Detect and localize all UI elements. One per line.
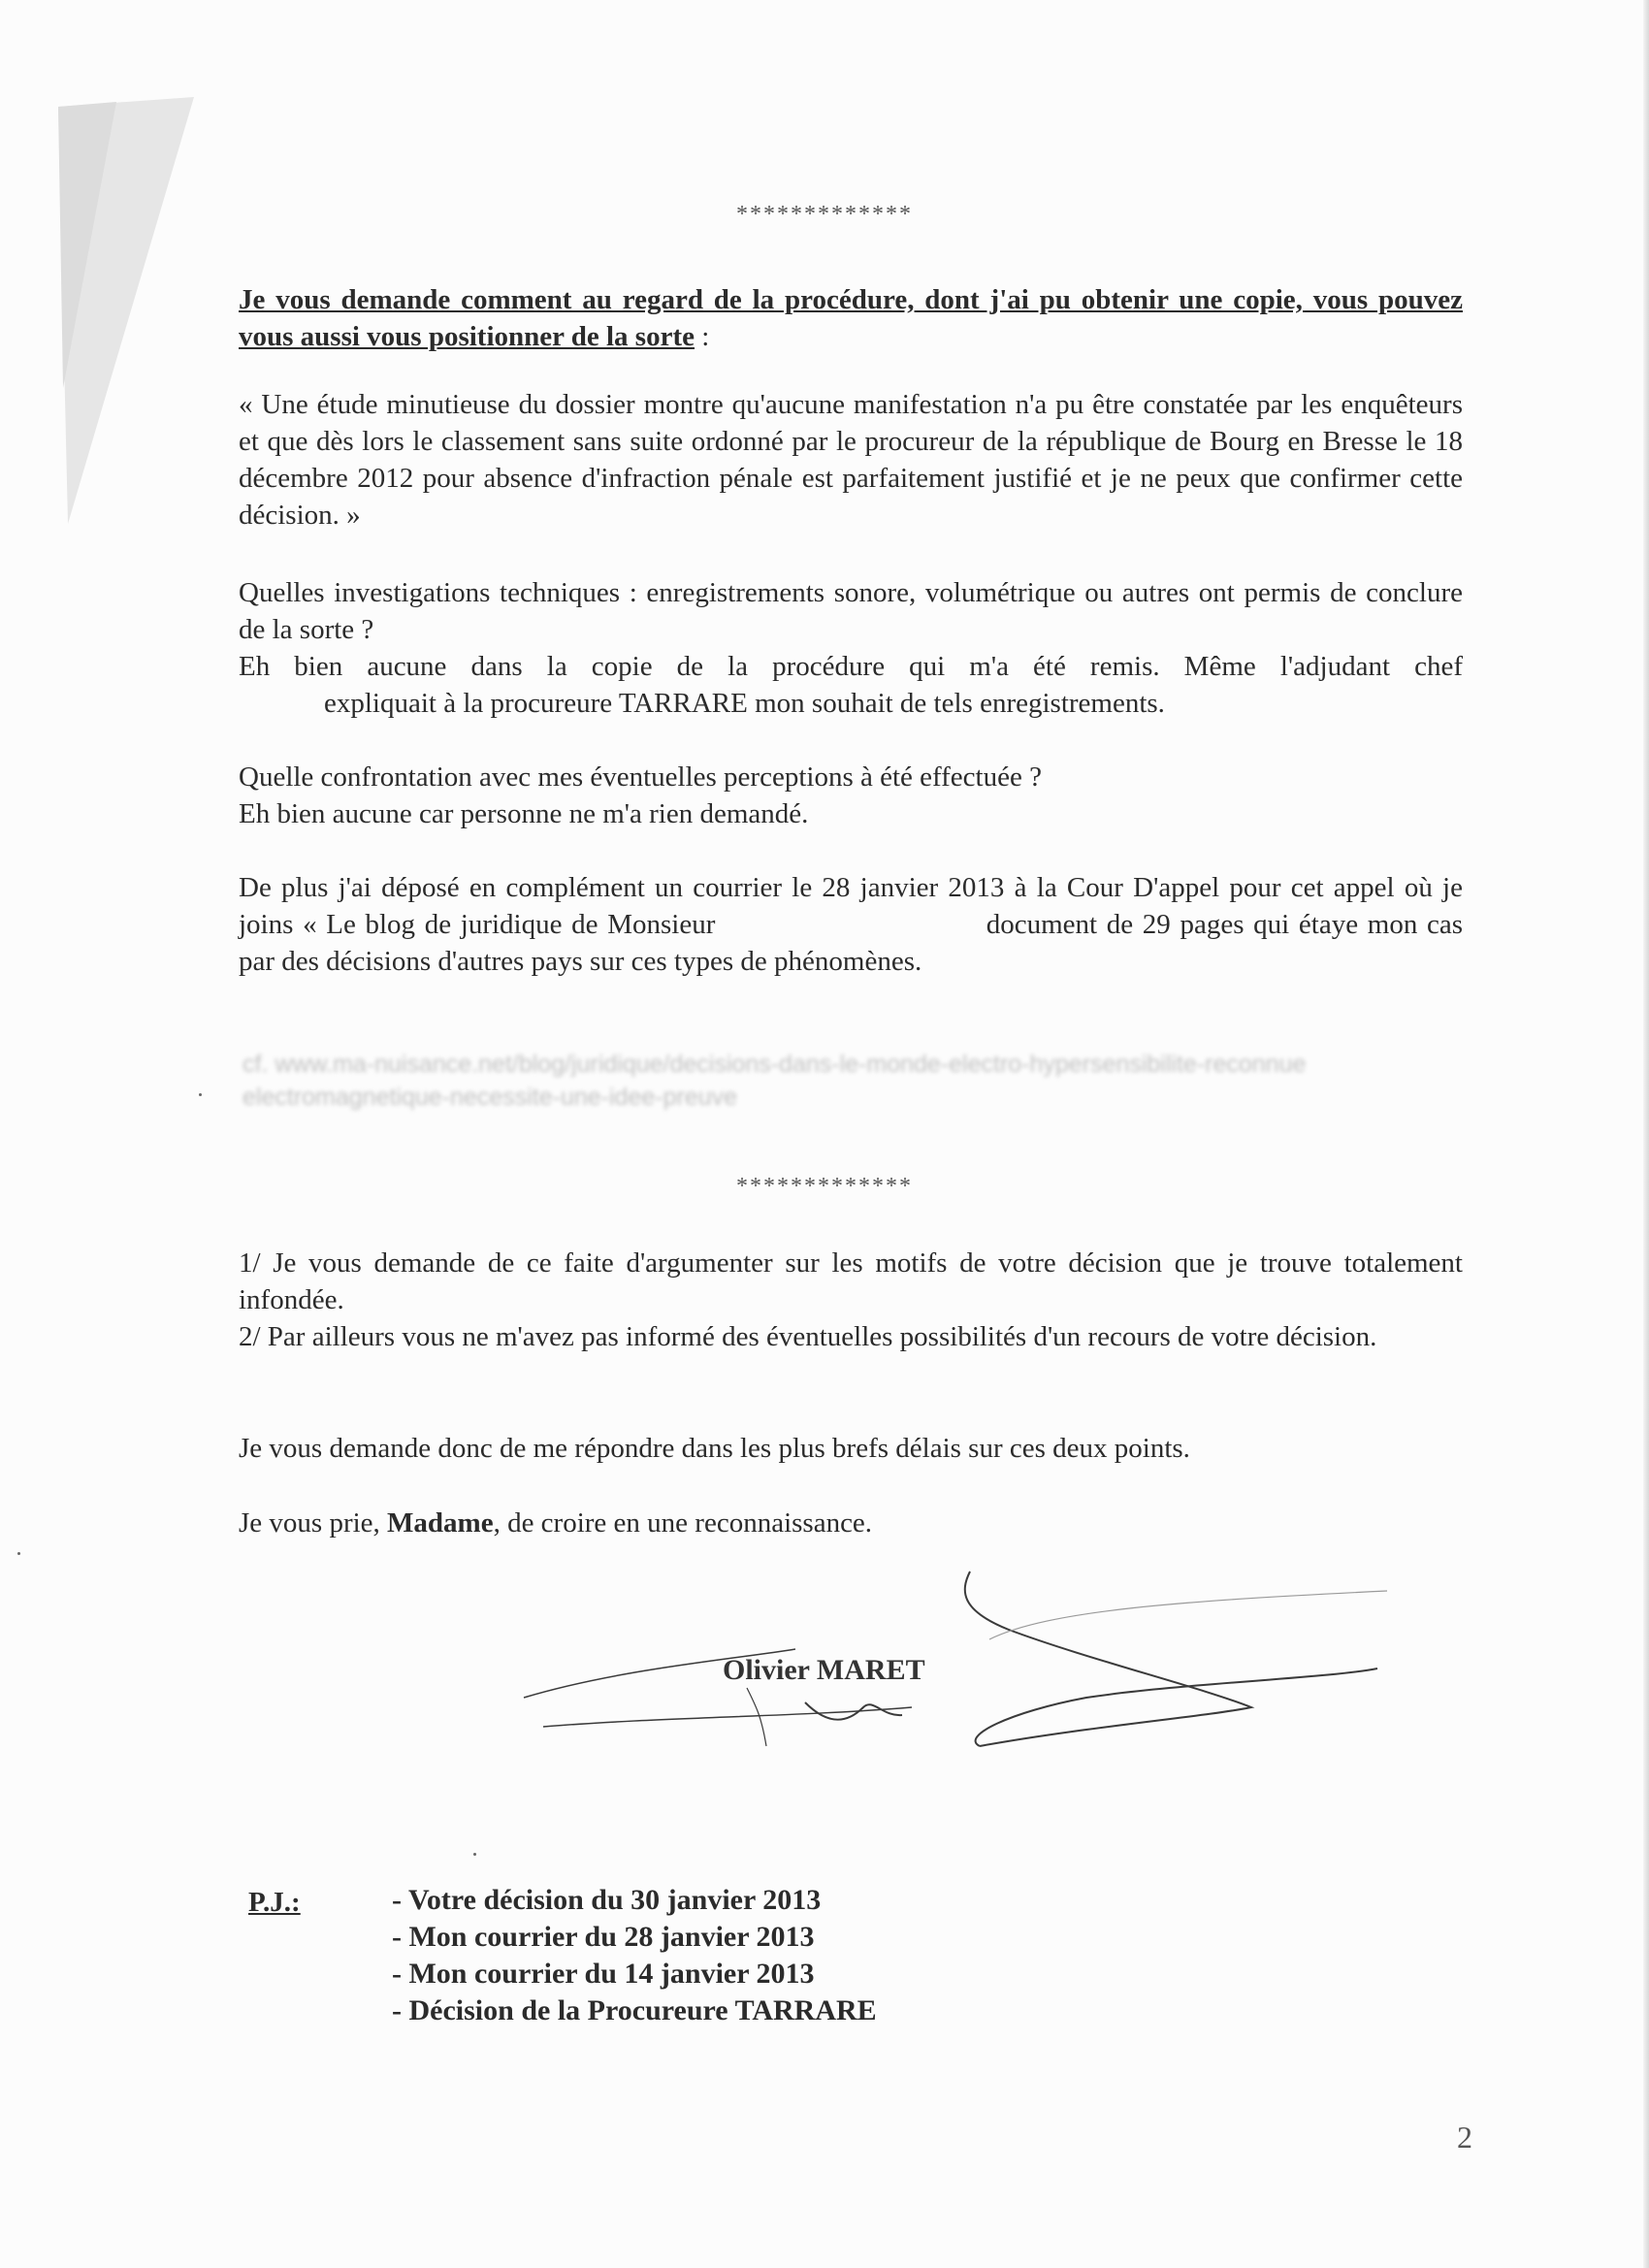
question-heading [239,281,1463,355]
salutation [239,1505,1463,1541]
confrontation-question: Quelle confrontation avec mes éventuelles perceptions à été effectuée ? [239,761,1042,793]
question-heading-suffix: : [695,321,710,352]
attachment-item: - Mon courrier du 14 janvier 2013 [392,1958,815,1990]
scan-edge [1643,0,1649,2268]
blurred-link-line1: cf. www.ma-nuisance.net/blog/juridique/decisions-dans-le-monde-electro-hypersensibilite-reconnue [242,1051,1307,1078]
salutation-before: Je vous prie, [239,1507,388,1539]
page-number: 2 [1457,2120,1472,2155]
confrontation-answer: Eh bien aucune car personne ne m'a rien demandé. [239,798,809,829]
salutation-madame: Madame [387,1507,494,1539]
attachment-item: - Votre décision du 30 janvier 2013 [392,1884,822,1916]
redacted-name [725,906,977,943]
investigations-answer: Eh bien aucune dans la copie de la procédure qui m'a été remis. Même l'adjudant chef [239,651,1463,682]
closing-request: Je vous demande donc de me répondre dans les plus brefs délais sur ces deux points. [239,1433,1190,1464]
attachments-list [392,1882,877,2029]
complement-paragraph [239,869,1463,980]
blurred-link-line2: electromagnetique-necessite-une-idee-preuve [242,1084,738,1111]
investigations-answer-cont: expliquait à la procureure TARRARE mon souhait de tels enregistrements. [324,688,1165,719]
scan-speck [17,1552,20,1555]
scan-fold-shadow [58,97,194,524]
complement-part1: De plus j'ai déposé en complément un courrier le 28 janvier 2013 à la Cour D'appel pour cet appel où je joins « Le blog de juridique de Monsieur [239,872,1463,940]
request-1: 1/ Je vous demande de ce faite d'argumenter sur les motifs de votre décision que je trouve totalement infondée. [239,1247,1463,1315]
separator-bottom: ************* [736,1174,913,1199]
scan-speck [473,1853,476,1856]
attachments-label: P.J.: [248,1887,301,1918]
attachment-item: - Décision de la Procureure TARRARE [392,1994,877,2026]
salutation-after: , de croire en une reconnaissance. [493,1507,873,1539]
scan-speck [199,1093,202,1096]
separator-top: ************* [736,202,913,227]
handwritten-signature [504,1552,1397,1785]
quoted-decision: « Une étude minutieuse du dossier montre qu'aucune manifestation n'a pu être constatée par les enquêteurs et que dès lors le classement sans suite ordonné par le procureur de la république de Bourg en Bresse le 18 décembre 2012 pour absence d'infraction pénale est parfaitement justifié et je ne peux que confirmer cette décision. » [239,389,1463,531]
attachment-item: - Mon courrier du 28 janvier 2013 [392,1921,815,1953]
investigations-question: Quelles investigations techniques : enregistrements sonore, volumétrique ou autres ont permis de conclure de la sorte ? [239,577,1463,645]
request-2: 2/ Par ailleurs vous ne m'avez pas informé des éventuelles possibilités d'un recours de votre décision. [239,1321,1377,1352]
signature-name: Olivier MARET [723,1654,925,1686]
complement-part2: document de 29 pages qui étaye mon cas par des décisions d'autres pays sur ces types de phénomènes. [239,909,1464,977]
question-heading-bold: Je vous demande comment au regard de la procédure, dont j'ai pu obtenir une copie, vous pouvez vous aussi vous positionner de la sorte [239,284,1463,352]
